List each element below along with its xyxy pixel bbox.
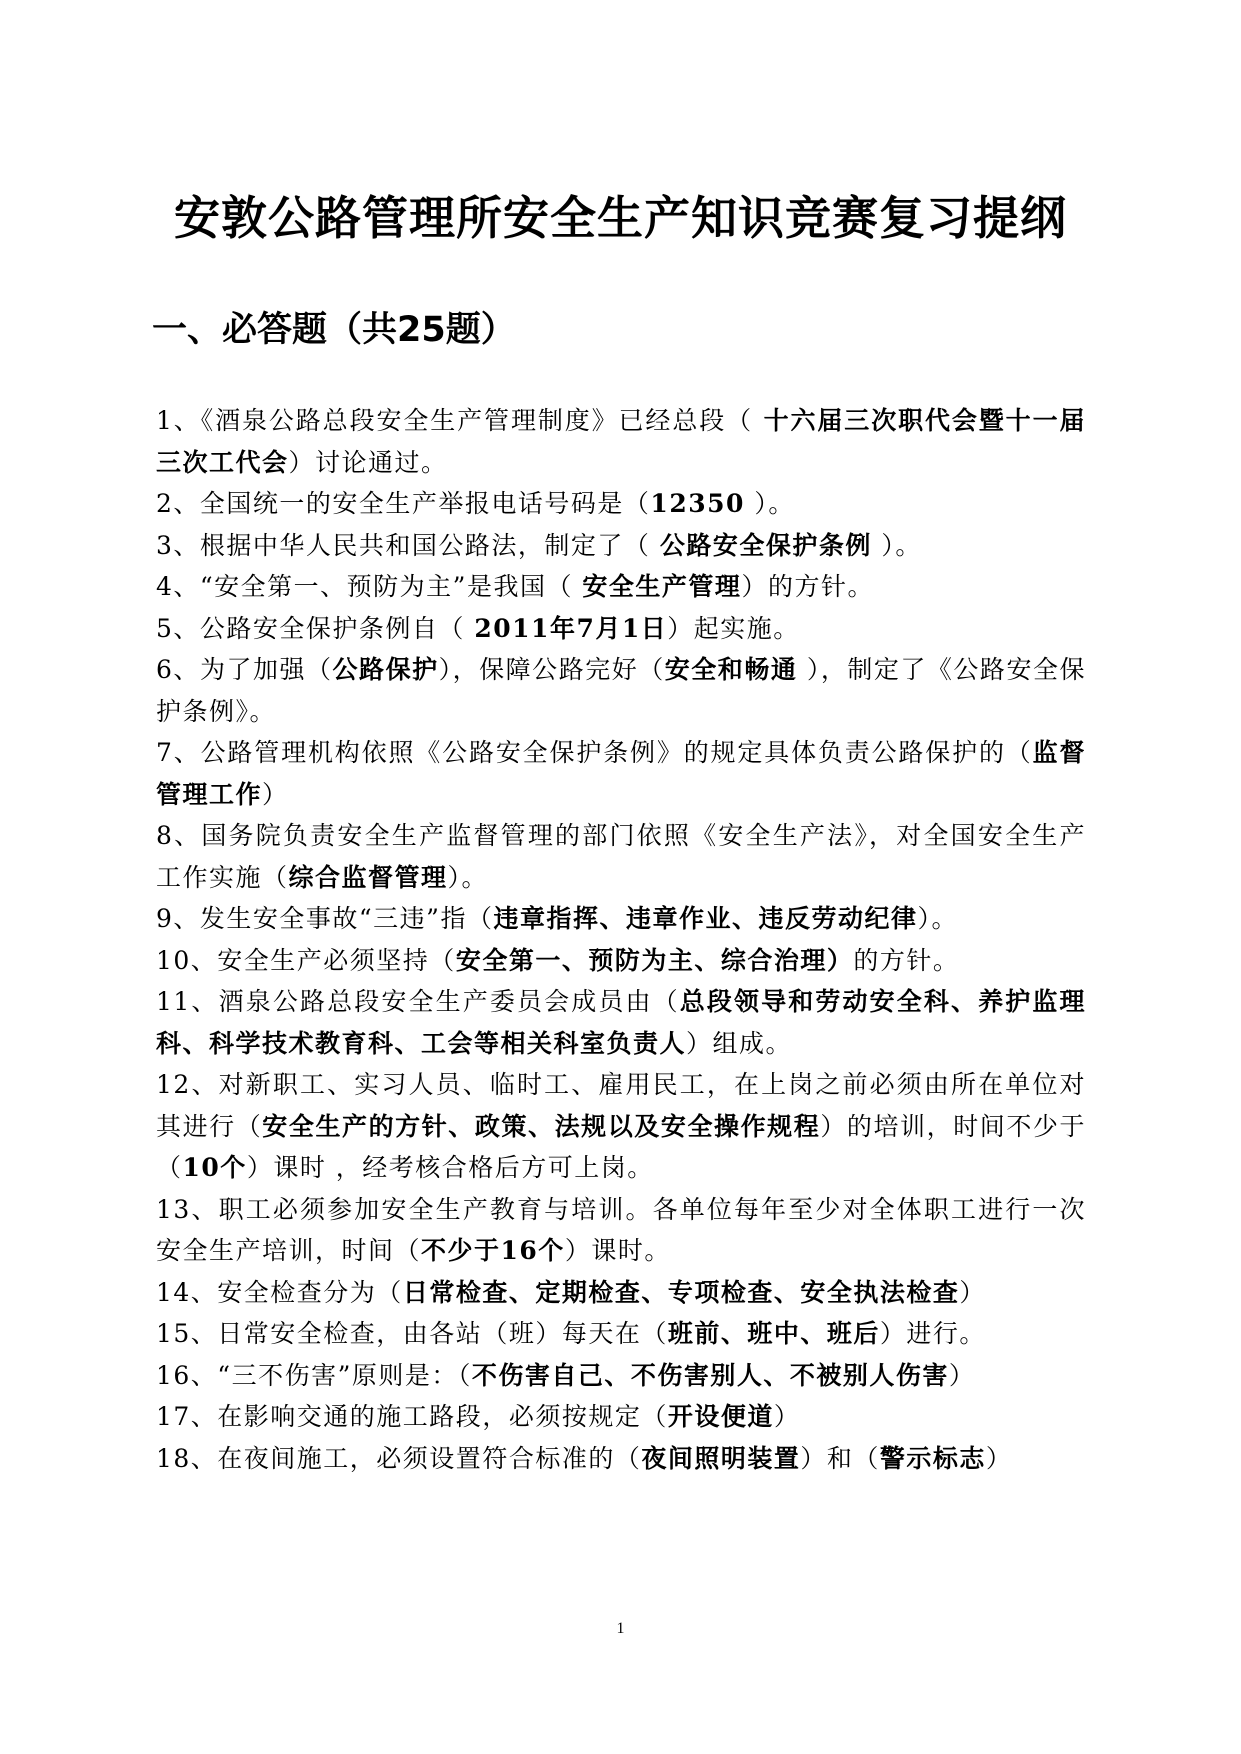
question-text: 8、国务院负责安全生产监督管理的部门依照《安全生产法》，对全国安全生产工作实施（ [156, 821, 1086, 892]
question-text: 6、为了加强（ [156, 655, 333, 684]
answer-text: 开设便道 [667, 1402, 774, 1431]
question-text: ），保障公路完好（ [438, 655, 665, 684]
question-item [156, 815, 1086, 898]
document-title: 安敦公路管理所安全生产知识竞赛复习提纲 [174, 191, 1067, 245]
question-item [156, 649, 1086, 732]
question-text: ） [948, 1360, 976, 1390]
answer-text: 日常检查、定期检查、专项检查、安全执法检查 [402, 1277, 960, 1307]
question-text: 1、《酒泉公路总段安全生产管理制度》已经总段（ [156, 406, 754, 435]
answer-text: 公路保护 [332, 655, 439, 684]
question-item [156, 525, 1086, 567]
question-text: 的方针。 [853, 945, 960, 975]
question-item [156, 1313, 1086, 1355]
question-text: 4、“安全第一、预防为主”是我国（ [156, 572, 583, 601]
question-text: 3、根据中华人民共和国公路法，制定了（ [156, 530, 660, 560]
question-item [156, 1272, 1086, 1314]
question-text: ），制定了《公路安全保护条例》。 [156, 655, 1086, 726]
section-heading: 一、必答题（共25题） [152, 310, 516, 350]
question-text: 18、在夜间施工，必须设置符合标准的（ [156, 1443, 642, 1473]
question-text: 14、安全检查分为（ [156, 1277, 403, 1307]
question-text: 9、发生安全事故“三违”指（ [156, 904, 494, 933]
answer-text: 班前、班中、班后 [667, 1319, 880, 1348]
question-text: ）课时。 [564, 1236, 671, 1265]
question-text: 15、日常安全检查，由各站（班）每天在（ [156, 1319, 668, 1348]
question-text: 12、对新职工、实习人员、临时工、雇用民工，在上岗之前必须由所在单位对其进行（ [156, 1070, 1086, 1141]
question-text: ）。 [871, 530, 922, 560]
question-item [156, 1396, 1086, 1438]
question-item [156, 566, 1086, 608]
question-text: ） [985, 1443, 1013, 1473]
question-text: ） [262, 779, 289, 809]
answer-text: 十六届三次职代会暨十一届三次工代会 [156, 406, 1086, 477]
question-text: 13、职工必须参加安全生产教育与培训。各单位每年至少对全体职工进行一次安全生产培训，时间（ [156, 1194, 1086, 1265]
question-item [156, 1355, 1086, 1397]
question-text: ）组成。 [686, 1028, 793, 1058]
question-text: ） [773, 1402, 801, 1431]
question-text: 11、酒泉公路总段安全生产委员会成员由（ [156, 987, 680, 1016]
answer-text: 不伤害自己、不伤害别人、不被别人伤害 [471, 1360, 949, 1390]
question-text: 10、安全生产必须坚持（ [156, 945, 456, 975]
question-text: 17、在影响交通的施工路段，必须按规定（ [156, 1402, 668, 1431]
question-text: 16、“三不伤害”原则是：（ [156, 1360, 472, 1390]
answer-text: 警示标志 [879, 1443, 986, 1473]
question-text: 2、全国统一的安全生产举报电话号码是（ [156, 489, 651, 518]
question-item [156, 1189, 1086, 1272]
question-text: 7、公路管理机构依照《公路安全保护条例》的规定具体负责公路保护的（ [156, 738, 1033, 767]
answer-text: 12350 [650, 489, 745, 518]
question-text: 5、公路安全保护条例自（ [156, 613, 475, 643]
answer-text: 监督管理工作 [156, 738, 1086, 809]
question-text: ）。 [447, 862, 489, 892]
answer-text: 不少于16个 [421, 1236, 565, 1265]
answer-text: 违章指挥、违章作业、违反劳动纪律 [493, 904, 918, 933]
question-item [156, 1064, 1086, 1189]
question-text: ）讨论通过。 [288, 447, 448, 477]
question-text: ）起实施。 [667, 613, 800, 643]
question-text: ）的培训，时间不少于（ [156, 1111, 1086, 1182]
question-item [156, 1438, 1086, 1480]
question-item [156, 483, 1086, 525]
question-text: ）。 [744, 489, 795, 518]
answer-text: 总段领导和劳动安全科、养护监理科、科学技术教育科、工会等相关科室负责人 [156, 987, 1086, 1058]
question-item [156, 608, 1086, 650]
answer-text: 安全第一、预防为主、综合治理） [455, 945, 854, 975]
answer-text: 安全生产管理 [582, 572, 742, 601]
question-item [156, 981, 1086, 1064]
answer-text: 安全和畅通 [664, 655, 798, 684]
question-text: ）和（ [800, 1443, 880, 1473]
answer-text: 2011年7月1日 [474, 613, 668, 643]
question-item [156, 400, 1086, 483]
question-text: ） [959, 1277, 986, 1307]
question-text: ）的方针。 [741, 572, 874, 601]
question-text: ）。 [917, 904, 958, 933]
answer-text: 公路安全保护条例 [659, 530, 872, 560]
page-number: 1 [616, 1620, 625, 1637]
answer-text: 10个 [182, 1153, 247, 1182]
answer-text: 夜间照明装置 [641, 1443, 801, 1473]
question-item [156, 898, 1086, 940]
question-item [156, 940, 1086, 982]
question-text: ）课时 ，经考核合格后方可上岗。 [246, 1153, 654, 1182]
answer-text: 安全生产的方针、政策、法规以及安全操作规程 [262, 1111, 821, 1141]
answer-text: 综合监督管理 [288, 862, 448, 892]
question-item [156, 732, 1086, 815]
question-list [156, 400, 1086, 1479]
question-text: ）进行。 [879, 1319, 986, 1348]
